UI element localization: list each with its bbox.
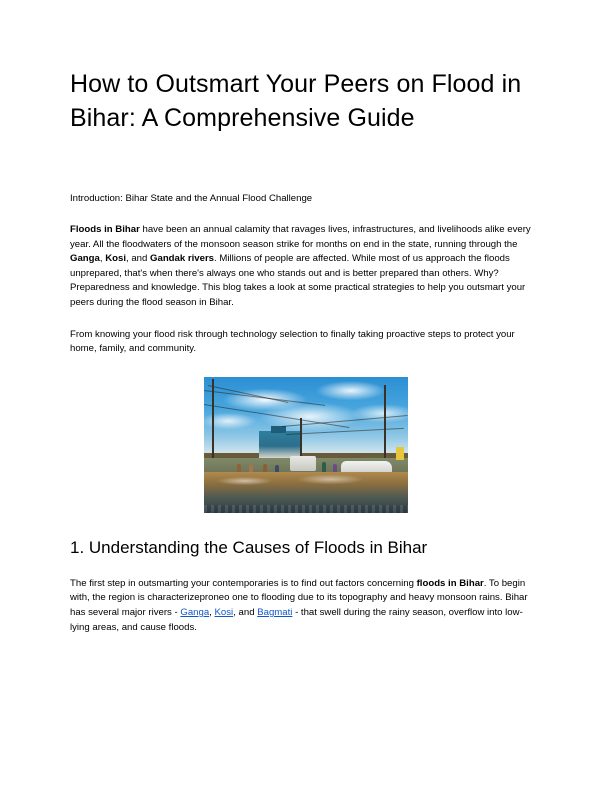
introduction-heading: Introduction: Bihar State and the Annual Flood Challenge <box>70 193 313 204</box>
white-truck <box>290 456 317 471</box>
bold-floods-in-bihar-2: floods in Bihar <box>416 577 484 589</box>
section1-sep2: , and <box>233 606 258 618</box>
figure-container <box>70 357 542 513</box>
blue-building <box>259 431 300 458</box>
floodwater-region <box>204 472 408 513</box>
section-heading-1: 1. Understanding the Causes of Floods in Bihar <box>70 537 428 557</box>
yellow-sign <box>396 447 404 459</box>
bold-ganga: Ganga <box>70 253 100 265</box>
page-title: How to Outsmart Your Peers on Flood in Bihar: A Comprehensive Guide <box>70 70 522 132</box>
paragraph-intro-body <box>70 206 542 311</box>
utility-pole <box>384 385 386 467</box>
paragraph1-sep2: , and <box>126 253 151 265</box>
section1-part2: . To begin with, the region is characterizeproneo one to flooding due to its topography and heavy monsoon rains. Bihar has several major rivers - <box>70 577 528 618</box>
document-content <box>70 0 542 635</box>
section1-sep1: , <box>209 606 215 618</box>
bold-floods-in-bihar: Floods in Bihar <box>70 224 140 235</box>
paragraph1-part1: have been an annual calamity that ravages lives, infrastructures, and livelihoods alike every year. All the floodwaters of the monsoon season strike for months on end in the state, running through the <box>70 224 531 250</box>
flood-street-photo <box>204 377 408 513</box>
bold-gandak-rivers: Gandak rivers <box>150 253 215 265</box>
utility-pole <box>212 379 214 463</box>
paragraph1-sep1: , <box>99 253 106 265</box>
water-ripples <box>204 505 408 512</box>
section1-part3: - that swell during the rainy season, overflow into low-lying areas, and cause floods. <box>70 606 523 633</box>
link-ganga[interactable]: Ganga <box>180 606 210 618</box>
section1-part1: The first step in outsmarting your contemporaries is to find out factors concerning <box>70 577 417 589</box>
link-kosi[interactable]: Kosi <box>214 606 234 618</box>
bold-kosi: Kosi <box>105 253 126 265</box>
paragraph-section1-body <box>70 559 542 635</box>
paragraph-flood-risk: From knowing your flood risk through technology selection to finally taking proactive steps to protect your home, family, and community. <box>70 328 515 355</box>
link-bagmati[interactable]: Bagmati <box>257 606 293 618</box>
paragraph1-part2: . Millions of people are affected. While most of us approach the floods unprepared, that's when there's always one who stands out and is better prepared than others. Why? Preparedness and knowledge. This blog takes a look at some practical strategies to help you outsmart your peers during the flood season in Bihar. <box>70 253 526 308</box>
